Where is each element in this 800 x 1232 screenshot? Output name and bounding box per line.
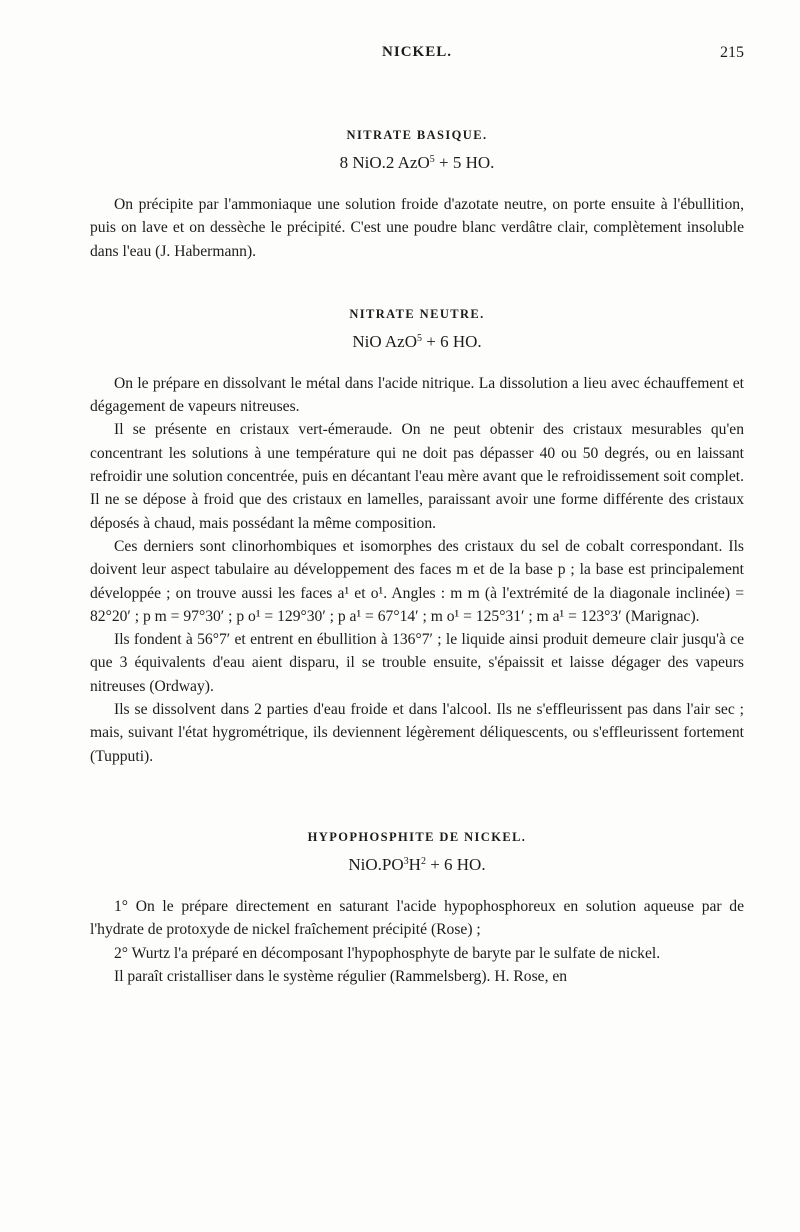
chemical-formula: 8 NiO.2 AzO$^5$ + 5 HO. [339,153,495,172]
section-spacer [90,768,744,830]
paragraph: On précipite par l'ammoniaque une solution froide d'azotate neutre, on porte ensuite à l'ébullition, puis on lave et on dessèche le précipité. C'est une poudre blanc verdâtre clair, complètement insoluble dans l'eau (J. Habermann). [90,196,744,260]
paragraph: Ces derniers sont clinorhombiques et isomorphes des cristaux du sel de cobalt correspondant. Ils doivent leur aspect tabulaire au développement des faces m et de la base p ; la base est principalement développée ; on trouve aussi les faces a¹ et o¹. Angles : m m (à l'extrémité de la diagonale inclinée) = 82°20′ ; p m = 97°30′ ; p o¹ = 129°30′ ; p a¹ = 67°14′ ; m o¹ = 125°31′ ; m a¹ = 123°3′ (Marignac). [90,537,744,625]
running-head [90,0,744,80]
section-nitrate-neutre [90,307,744,768]
paragraph: Il se présente en cristaux vert-émeraude. On ne peut obtenir des cristaux mesurables qu'en concentrant les solutions à une température qui ne doit pas dépasser 40 ou 50 degrés, ou en laissant refroidir une solution concentrée, puis en décantant l'eau mère avant que le refroidissement soit complet. Il ne se dépose à froid que des cristaux en lamelles, paraissant avoir une forme différente des cristaux déposés à chaud, mais possédant la même composition. [90,421,744,532]
chemical-formula: $NiO.PO^3H^2 + 6$ HO. [348,854,486,874]
section-title: NITRATE BASIQUE. [346,128,488,142]
section-nitrate-basique [90,128,744,263]
section-title: NITRATE NEUTRE. [349,306,485,321]
section-spacer [90,263,744,307]
paragraph: Ils fondent à 56°7′ et entrent en ébullition à 136°7′ ; le liquide ainsi produit demeure clair jusqu'à ce que 3 équivalents d'eau aient disparu, il se trouble ensuite, s'épaissit et laisse dégager des vapeurs nitreuses (Ordway). [90,631,744,695]
paragraph: On le prépare en dissolvant le métal dans l'acide nitrique. La dissolution a lieu avec échauffement et dégagement de vapeurs nitreuses. [90,374,744,416]
running-title: NICKEL. [382,44,452,60]
paragraph: Il paraît cristalliser dans le système régulier (Rammelsberg). H. Rose, en [114,967,568,985]
section-title: HYPOPHOSPHITE DE NICKEL. [307,829,527,844]
paragraph: 1° On le prépare directement en saturant l'acide hypophosphoreux en solution aqueuse par de l'hydrate de protoxyde de nickel fraîchement précipité (Rose) ; [90,897,744,939]
paragraph: 2° Wurtz l'a préparé en décomposant l'hypophosphyte de baryte par le sulfate de nickel. [114,944,661,962]
section-hypophosphite [90,830,744,988]
paragraph: Ils se dissolvent dans 2 parties d'eau froide et dans l'alcool. Ils ne s'effleurissent pas dans l'air sec ; mais, suivant l'état hygrométrique, ils deviennent légèrement déliquescents, ou s'effleurissent fortement (Tupputi). [90,701,744,765]
page-number: 215 [720,44,744,61]
chemical-formula: NiO AzO$^5$ + 6 HO. [352,331,482,351]
